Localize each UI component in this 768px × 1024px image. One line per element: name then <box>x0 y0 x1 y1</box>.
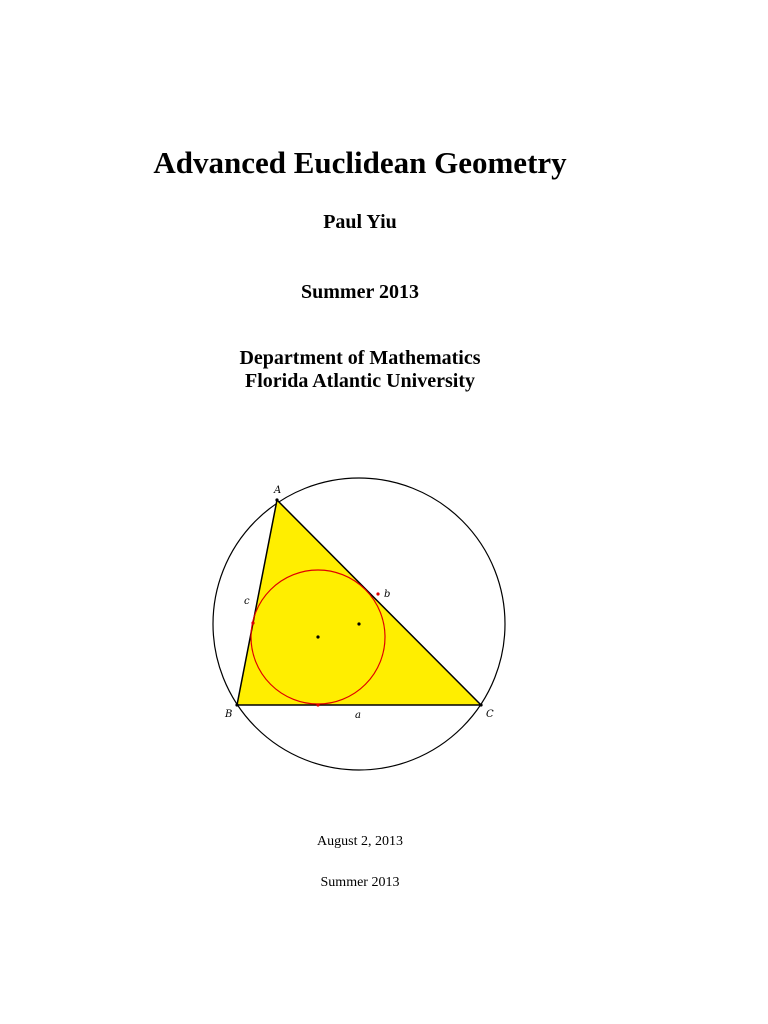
document-title: Advanced Euclidean Geometry <box>153 145 567 180</box>
side-label-a: a <box>355 710 361 721</box>
vertex-label-b: B <box>225 709 233 720</box>
triangle-abc <box>237 500 481 705</box>
vertex-b-point <box>235 703 238 706</box>
department-name: Department of Mathematics <box>239 347 481 369</box>
vertex-c-point <box>479 703 482 706</box>
university-name: Florida Atlantic University <box>245 370 475 392</box>
footer-term: Summer 2013 <box>320 875 400 890</box>
circumcenter-point <box>357 622 360 625</box>
author-name: Paul Yiu <box>323 211 397 233</box>
document-date: August 2, 2013 <box>317 834 403 849</box>
vertex-a-point <box>275 498 278 501</box>
tangent-point-b <box>376 592 379 595</box>
incenter-point <box>316 635 319 638</box>
vertex-label-c: C <box>486 709 494 720</box>
tangent-point-c <box>251 621 254 624</box>
vertex-label-a: A <box>274 485 282 496</box>
term-heading: Summer 2013 <box>301 281 419 303</box>
side-label-c: c <box>244 596 250 607</box>
tangent-point-a <box>316 703 319 706</box>
side-label-b: b <box>384 589 391 600</box>
